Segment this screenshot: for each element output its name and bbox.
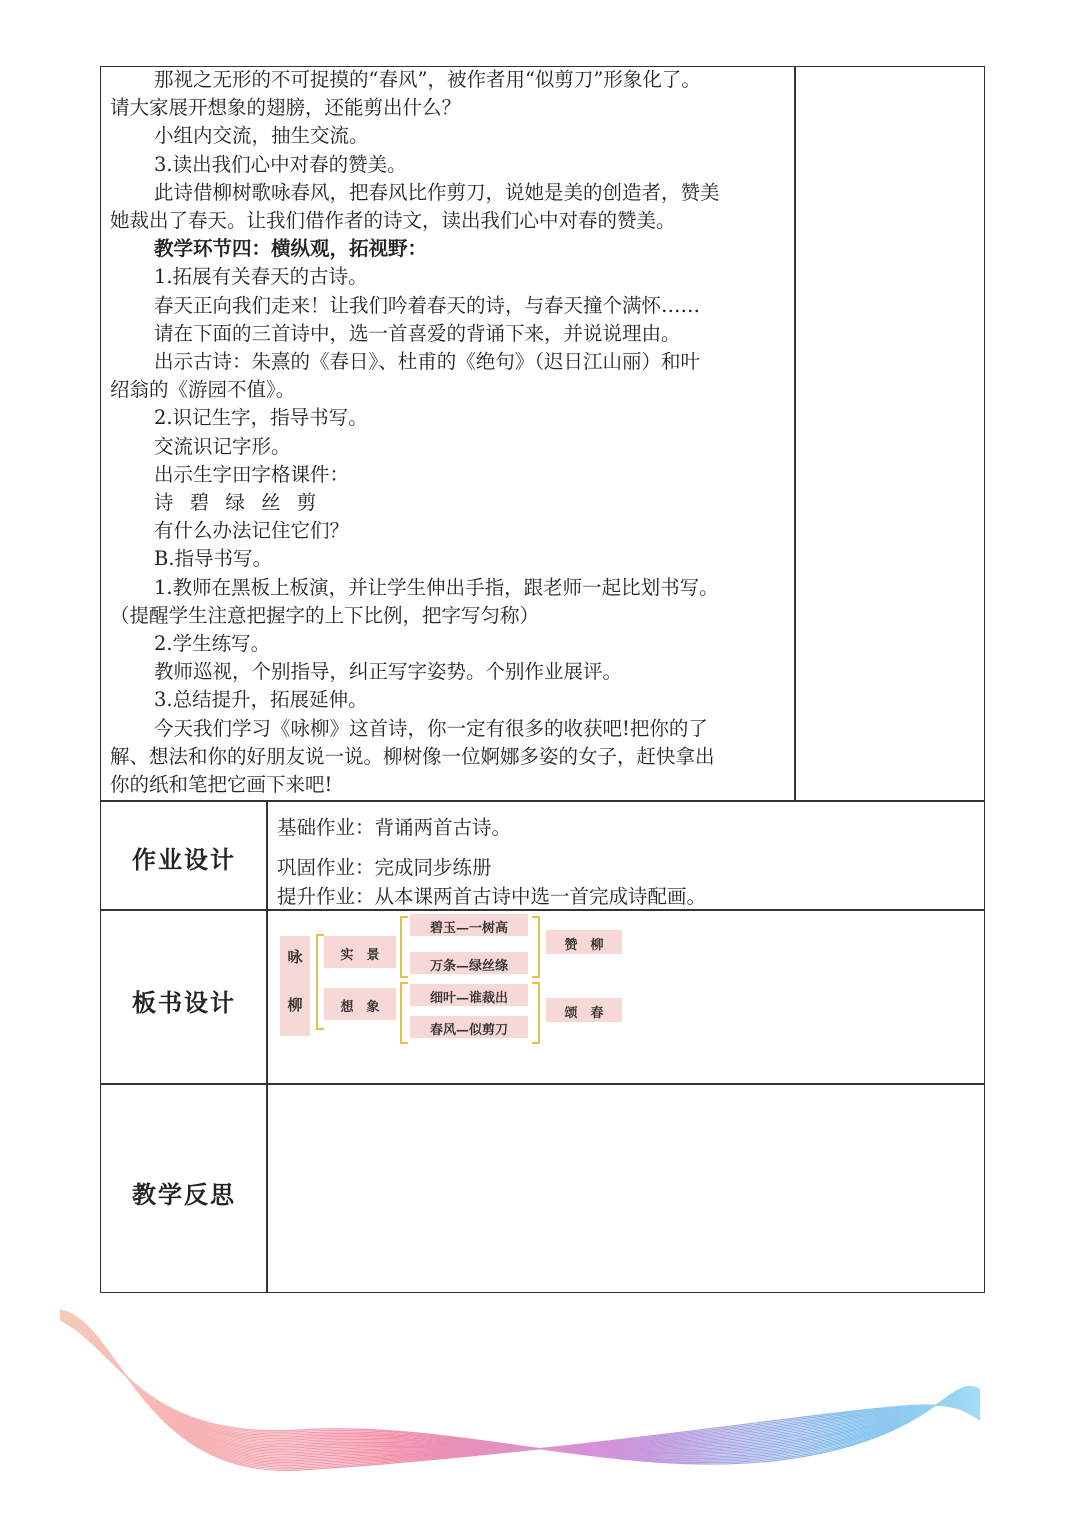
leaf-1: 碧玉—一树高	[410, 914, 528, 936]
reflection-label: 教学反思	[132, 1181, 236, 1209]
lesson-line: 教学环节四：横纵观，拓视野：	[154, 237, 428, 261]
board-label: 板书设计	[132, 989, 236, 1017]
board-title-char-1: 咏	[287, 948, 303, 966]
branch-imagination: 想 象	[324, 988, 396, 1020]
lesson-line: 2.识记生字，指导书写。	[154, 406, 368, 430]
lesson-body-text	[110, 66, 790, 799]
homework-basic: 基础作业：背诵两首古诗。	[277, 816, 512, 839]
result-praise-willow: 赞 柳	[546, 930, 622, 954]
lesson-line: 教师巡视，个别指导，纠正写字姿势。个别作业展评。	[154, 660, 623, 684]
result-praise-spring: 颂 春	[546, 998, 622, 1022]
bracket-main	[316, 934, 324, 1030]
board-title-char-2: 柳	[287, 996, 303, 1014]
board-title-box	[280, 936, 310, 1036]
lesson-line: （提醒学生注意把握字的上下比例，把字写匀称）	[110, 603, 540, 627]
bracket-bottom	[400, 982, 408, 1044]
lesson-line: 出示生字田字格课件：	[154, 462, 350, 486]
bracket-right-top	[532, 916, 540, 978]
leaf-4: 春风—似剪刀	[410, 1016, 528, 1038]
lesson-line: 她裁出了春天。让我们借作者的诗文，读出我们心中对春的赞美。	[110, 209, 676, 233]
lesson-line: 请大家展开想象的翅膀，还能剪出什么？	[110, 96, 462, 120]
lesson-line: 解、想法和你的好朋友说一说。柳树像一位婀娜多姿的女子，赶快拿出	[110, 744, 715, 768]
decorative-wave	[0, 1290, 1080, 1527]
table-row-divider-1	[100, 800, 985, 802]
homework-consolidate: 巩固作业：完成同步练册	[277, 856, 492, 879]
board-diagram	[276, 914, 636, 1054]
lesson-line: 有什么办法记住它们？	[154, 519, 350, 543]
table-row-divider-3	[100, 1083, 985, 1085]
homework-label: 作业设计	[132, 846, 236, 874]
lesson-line: 1.拓展有关春天的古诗。	[154, 265, 368, 289]
lesson-line: 绍翁的《游园不值》。	[110, 378, 296, 402]
bracket-right-bottom	[532, 982, 540, 1044]
lesson-line: 3.读出我们心中对春的赞美。	[154, 152, 407, 176]
lesson-line: B.指导书写。	[154, 547, 273, 571]
lesson-line: 出示古诗：朱熹的《春日》、杜甫的《绝句》（迟日江山丽）和叶	[154, 350, 701, 374]
lesson-line: 今天我们学习《咏柳》这首诗，你一定有很多的收获吧!把你的了	[154, 716, 708, 740]
lesson-line: 请在下面的三首诗中，选一首喜爱的背诵下来，并说说理由。	[154, 321, 681, 345]
homework-advanced: 提升作业：从本课两首古诗中选一首完成诗配画。	[277, 885, 707, 908]
lesson-line: 1.教师在黑板上板演，并让学生伸出手指，跟老师一起比划书写。	[154, 575, 719, 599]
table-row-divider-2	[100, 909, 985, 911]
lesson-line: 小组内交流，抽生交流。	[154, 124, 369, 148]
bracket-top	[400, 916, 408, 978]
leaf-2: 万条—绿丝绦	[410, 952, 528, 974]
lesson-line: 2.学生练写。	[154, 632, 271, 656]
lesson-line: 那视之无形的不可捉摸的“春风”，被作者用“似剪刀”形象化了。	[154, 68, 701, 91]
lesson-line: 诗 碧 绿 丝 剪	[154, 491, 318, 515]
lesson-line: 春天正向我们走来！让我们吟着春天的诗，与春天撞个满怀……	[154, 293, 701, 317]
leaf-3: 细叶—谁裁出	[410, 984, 528, 1006]
branch-real-scene: 实 景	[324, 936, 396, 968]
lesson-line: 交流识记字形。	[154, 434, 291, 458]
lesson-line: 3.总结提升，拓展延伸。	[154, 688, 368, 712]
lesson-line: 此诗借柳树歌咏春风，把春风比作剪刀，说她是美的创造者，赞美	[154, 180, 720, 204]
table-divider-right-column	[794, 66, 796, 800]
lesson-line: 你的纸和笔把它画下来吧!	[110, 773, 333, 797]
